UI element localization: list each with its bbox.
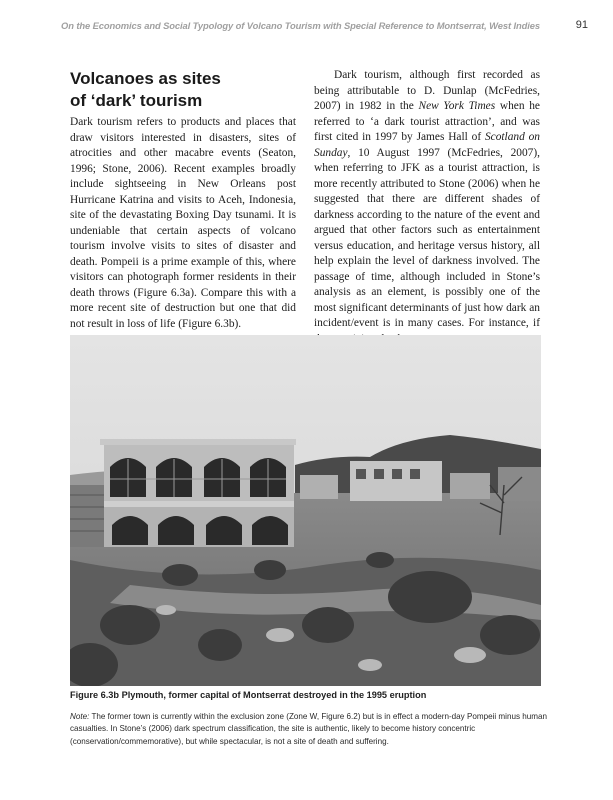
plymouth-photo: [70, 335, 541, 686]
running-head: On the Economics and Social Typology of Volcano Tourism with Special Reference to Montserrat, West Indies: [61, 20, 540, 31]
section-title-line-2: of ‘dark’ tourism: [70, 91, 203, 110]
note-text: The former town is currently within the exclusion zone (Zone W, Figure 6.2) but is in effect a modern-day Pompeii minus human casualties. In Stone’s (2006) dark spectrum classification, the site is authentic, likely to become history concentric (conservation/commemorative), but while spectacular, is not a site of death and suffering.: [70, 712, 548, 746]
right-column: [314, 68, 540, 347]
section-title-line-1: Volcanoes as sites: [70, 69, 221, 88]
right-paragraph: Dark tourism, although first recorded as being attributable to D. Dunlap (McFedries, 2007) in 1982 in the New York Times when he referred to ‘a dark tourist attraction’, and was first cited in 1997 by James Hall of Scotland on Sunday, 10 August 1997 (McFedries, 2007), when referring to JFK as a tourist attraction, is more recently attributed to Stone (2006) when he suggested that there are different shades of darkness according to the nature of the event and argued that other factors such as entertainment versus education, and heritage versus history, all help explain the level of darkness involved. The passage of time, although included in Stone’s analysis as an element, is possibly one of the most significant determinants of just how dark an incident/event is in many cases. For instance, if: [314, 69, 540, 329]
left-column: [70, 68, 296, 332]
note-label: Note:: [70, 712, 90, 721]
newspaper-title-sos: Scotland on Sunday: [314, 131, 540, 159]
figure-caption-title: Figure 6.3b Plymouth, former capital of Montserrat destroyed in the 1995 eruption: [70, 690, 427, 700]
page-number: 91: [575, 19, 588, 31]
left-paragraph: Dark tourism refers to products and places that draw visitors interested in disasters, sites of atrocities and other macabre events (Seaton, 1996; Stone, 2006). Recent examples broadly include sightseeing in New Orleans post Hurricane Katrina and visits to Aceh, Indonesia, site of the devastating Boxing Day tsunami. It is undeniable that certain aspects of volcano tourism involve visits to sites of disaster and death. Pompeii is a prime example of this, where visitors can photograph former residents in their death throws (Figure 6.3a). Compare this with a more recent site of destruction but one that did not result in loss of life (Figure 6.3b).: [70, 116, 296, 330]
newspaper-title-nyt: New York Times: [418, 100, 496, 112]
section-title: [70, 68, 296, 112]
figure-caption-note: [70, 711, 548, 748]
